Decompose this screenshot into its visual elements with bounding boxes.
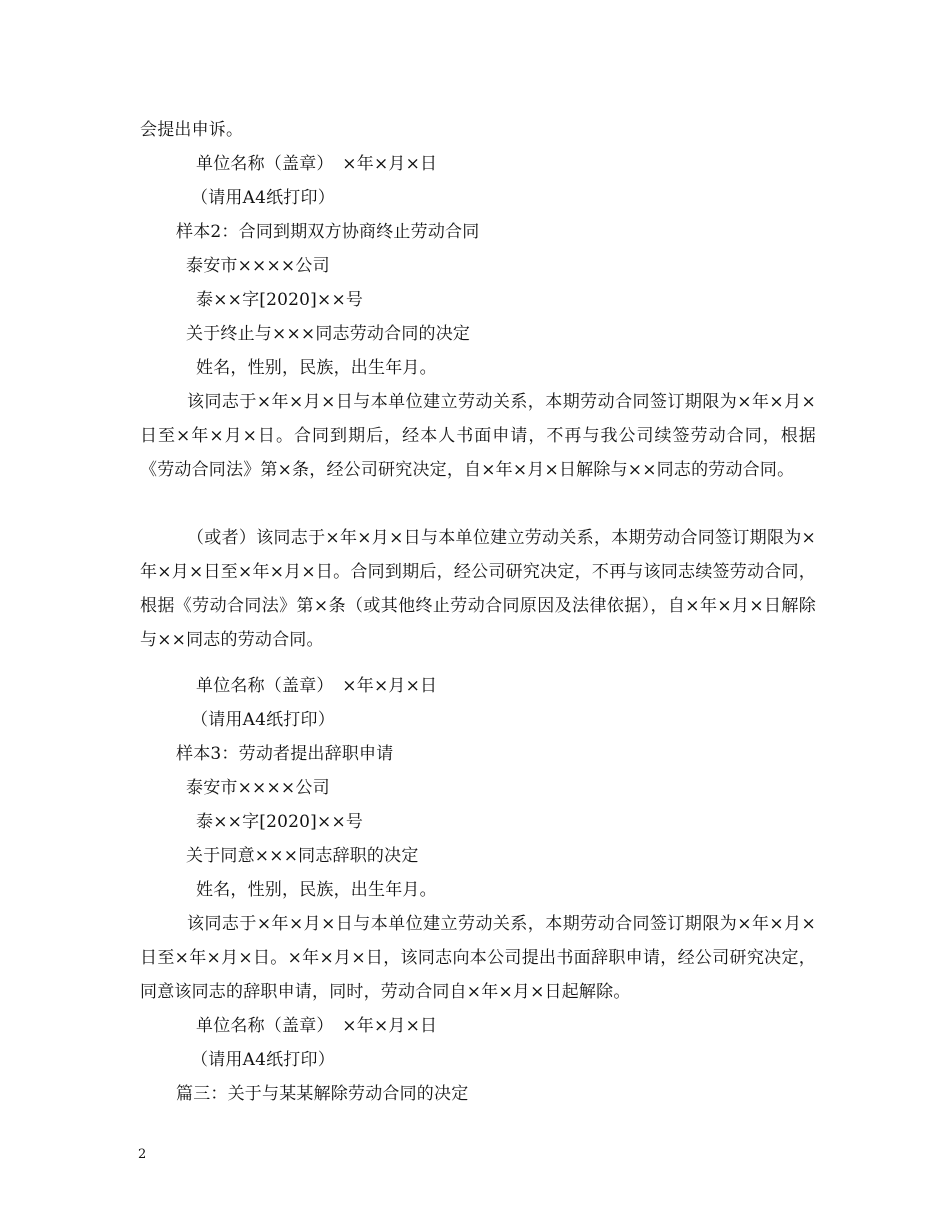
unit-seal-date-line: 单位名称（盖章） ×年×月×日 [196, 1016, 438, 1036]
unit-seal-date-line: 单位名称（盖章） ×年×月×日 [196, 676, 438, 696]
sample-3-heading: 样本3：劳动者提出辞职申请 [176, 744, 394, 764]
decision-title: 关于同意×××同志辞职的决定 [186, 846, 419, 866]
unit-seal-date-line: 单位名称（盖章） ×年×月×日 [196, 154, 438, 174]
company-name: 泰安市××××公司 [186, 256, 330, 276]
print-note: （请用A4纸打印） [191, 188, 335, 208]
resignation-body-paragraph: 该同志于×年×月×日与本单位建立劳动关系，本期劳动合同签订期限为×年×月×日至×年×月×日。×年×月×日，该同志向本公司提出书面辞职申请，经公司研究决定，同意该同志的辞职申请，同时，劳动合同自×年×月×日起解除。 [140, 914, 816, 1002]
document-number: 泰××字[2020]××号 [196, 290, 364, 310]
alternative-body-paragraph: （或者）该同志于×年×月×日与本单位建立劳动关系，本期劳动合同签订期限为×年×月×日至×年×月×日。合同到期后，经公司研究决定，不再与该同志续签劳动合同，根据《劳动合同法》第×条（或其他终止劳动合同原因及法律依据），自×年×月×日解除与××同志的劳动合同。 [140, 528, 816, 650]
print-note: （请用A4纸打印） [191, 710, 335, 730]
decision-body-paragraph: 该同志于×年×月×日与本单位建立劳动关系，本期劳动合同签订期限为×年×月×日至×年×月×日。合同到期后，经本人书面申请，不再与我公司续签劳动合同，根据《劳动合同法》第×条，经公司研究决定，自×年×月×日解除与××同志的劳动合同。 [140, 392, 816, 480]
personal-info-line: 姓名，性别，民族，出生年月。 [196, 358, 437, 378]
page-number: 2 [138, 1147, 147, 1162]
company-name: 泰安市××××公司 [186, 778, 330, 798]
print-note: （请用A4纸打印） [191, 1050, 335, 1070]
document-number: 泰××字[2020]××号 [196, 812, 364, 832]
continued-text-line: 会提出申诉。 [140, 120, 244, 140]
chapter-three-heading: 篇三：关于与某某解除劳动合同的决定 [176, 1084, 469, 1104]
decision-title: 关于终止与×××同志劳动合同的决定 [186, 324, 471, 344]
personal-info-line: 姓名，性别，民族，出生年月。 [196, 880, 437, 900]
sample-2-heading: 样本2：合同到期双方协商终止劳动合同 [176, 222, 480, 242]
